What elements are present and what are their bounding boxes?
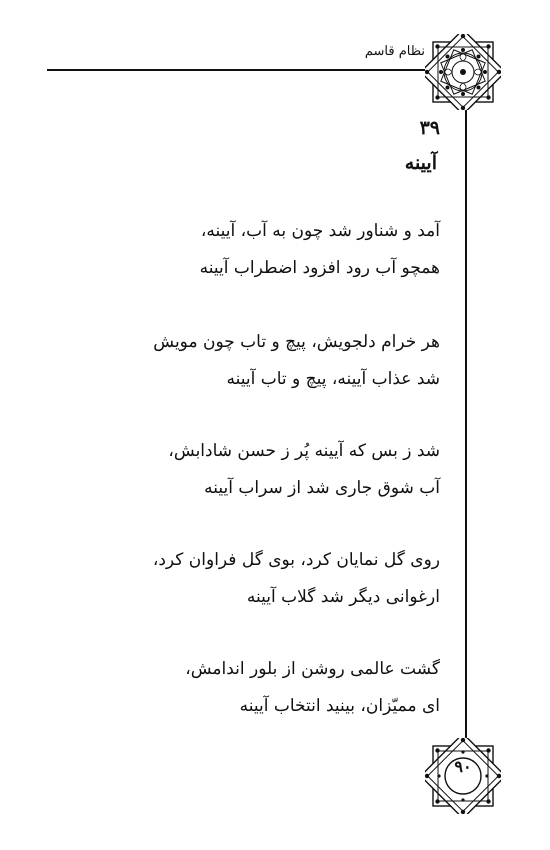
verse-line: گشت عالمی روشن از بلور اندامش، <box>185 659 440 679</box>
verse-line: شد ز بس که آیینه پُر ز حسن شادابش، <box>168 441 440 461</box>
header-author: نظام قاسم <box>364 44 425 59</box>
rosette-ornament-icon <box>425 34 501 110</box>
verse-line: آب شوق جاری شد از سراب آیینه <box>204 478 440 498</box>
verse-line: روی گل نمایان کرد، بوی گل فراوان کرد، <box>152 550 440 570</box>
verse-line: ای ممیّزان، بینید انتخاب آیینه <box>239 696 440 716</box>
margin-rule <box>465 110 467 740</box>
verse-line: هر خرام دلجویش، پیچ و تاب چون مویش <box>153 332 440 352</box>
page-number-rosette-icon <box>425 738 501 814</box>
page-number: ۹۰ <box>454 757 472 776</box>
poem-number: ۳۹ <box>419 117 440 139</box>
poem-title: آیینه <box>404 152 437 174</box>
verse-line: همچو آب رود افزود اضطراب آیینه <box>199 258 440 278</box>
verse-line: ارغوانی دیگر شد گلاب آیینه <box>246 587 440 607</box>
verse-line: آمد و شناور شد چون به آب، آیینه، <box>200 221 440 241</box>
header-rule <box>47 69 427 71</box>
verse-line: شد عذاب آیینه، پیچ و تاب آیینه <box>226 369 440 389</box>
